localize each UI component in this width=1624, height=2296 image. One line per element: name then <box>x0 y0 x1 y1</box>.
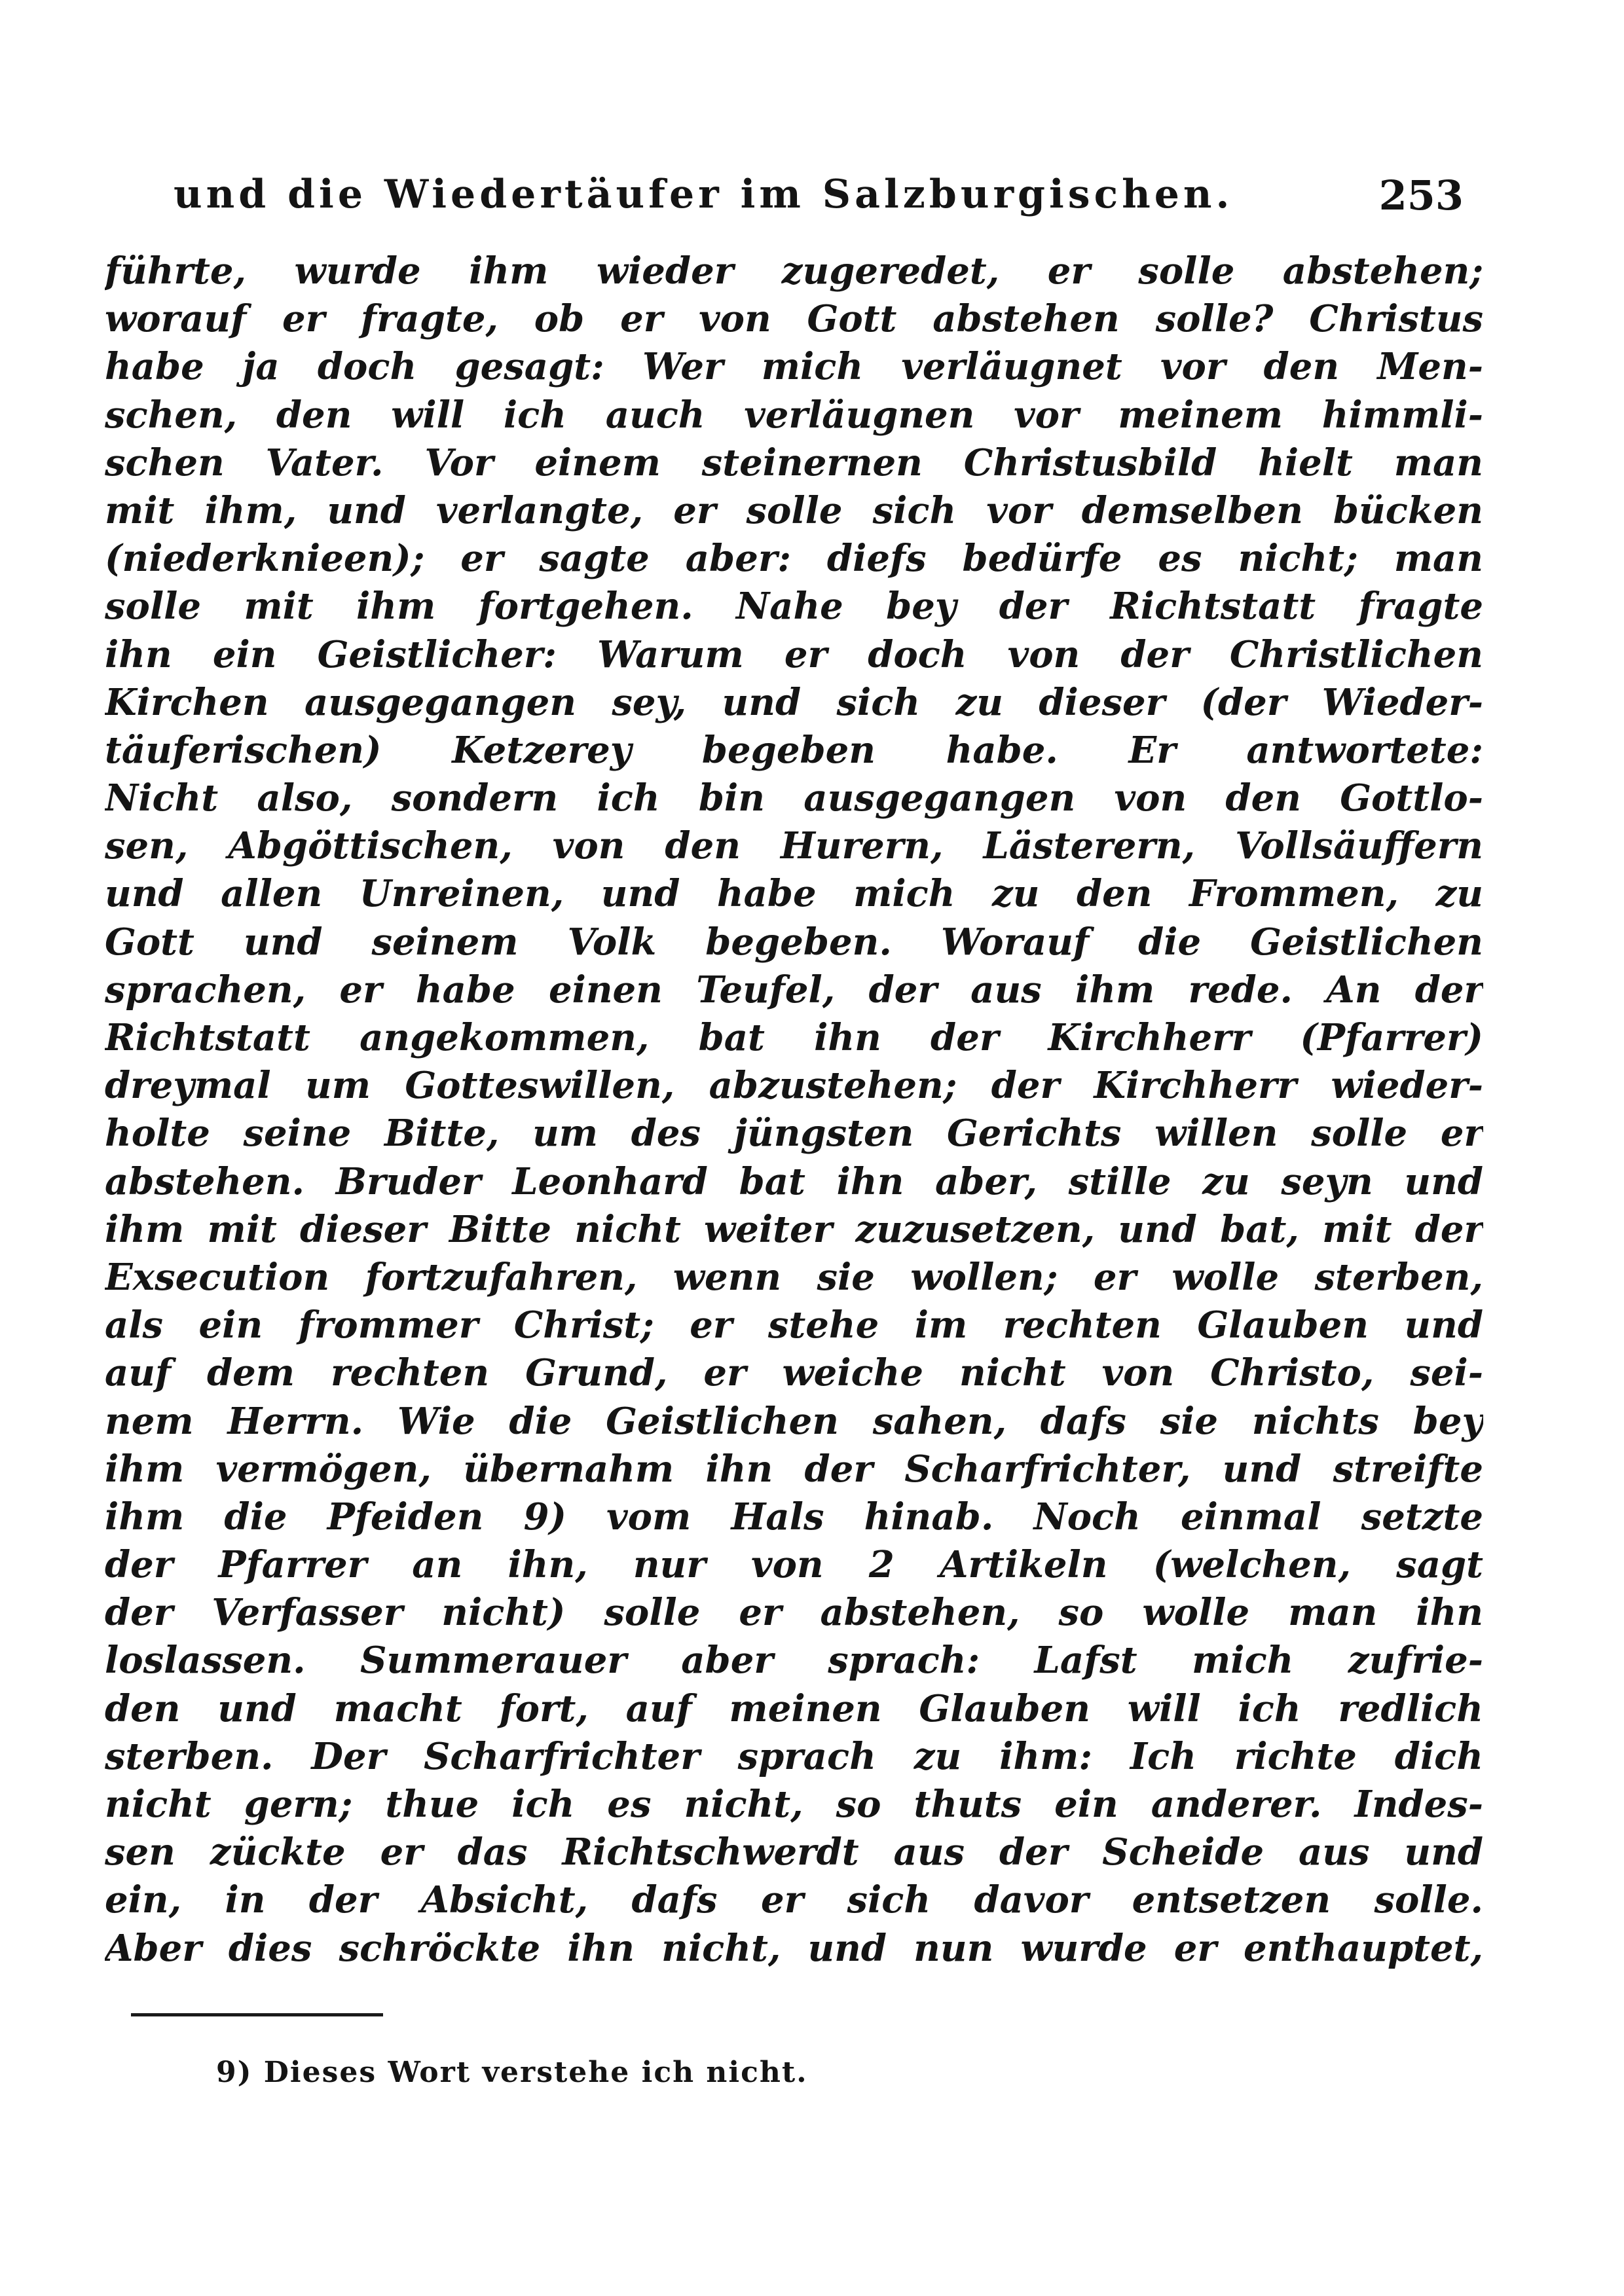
text-line: worauf er fragte, ob er von Gott abstehen solle? Christus <box>105 297 1483 341</box>
footnote: 9) Dieses Wort verstehe ich nicht. <box>216 2056 808 2089</box>
body-text <box>105 247 1483 1973</box>
text-line: Richtstatt angekommen, bat ihn der Kirchherr (Pfarrer) <box>105 1016 1483 1059</box>
text-line: mit ihm, und verlangte, er solle sich vor demselben bücken <box>105 488 1483 532</box>
text-line: habe ja doch gesagt: Wer mich verläugnet vor den Men- <box>105 345 1483 389</box>
text-line: sen zückte er das Richtschwerdt aus der Scheide aus und <box>105 1831 1483 1874</box>
text-line: Kirchen ausgegangen sey, und sich zu dieser (der Wieder- <box>105 680 1483 724</box>
text-line: schen, den will ich auch verläugnen vor meinem himmli- <box>105 393 1483 437</box>
text-line: der Verfasser nicht) solle er abstehen, so wolle man ihn <box>105 1591 1483 1635</box>
text-line: abstehen. Bruder Leonhard bat ihn aber, stille zu seyn und <box>105 1159 1483 1203</box>
text-line: und allen Unreinen, und habe mich zu den Frommen, zu <box>105 872 1483 916</box>
text-line: ihn ein Geistlicher: Warum er doch von der Christlichen <box>105 632 1483 676</box>
text-line: Gott und seinem Volk begeben. Worauf die Geistlichen <box>105 920 1483 964</box>
page-header <box>174 172 1464 224</box>
footnote-rule <box>131 2013 383 2016</box>
text-line: Nicht also, sondern ich bin ausgegangen von den Gottlo- <box>105 776 1483 820</box>
text-line: solle mit ihm fortgehen. Nahe bey der Richtstatt fragte <box>105 585 1483 629</box>
text-line: täuferischen) Ketzerey begeben habe. Er antwortete: <box>105 728 1483 772</box>
text-line: ihm die Pfeiden 9) vom Hals hinab. Noch einmal setzte <box>105 1495 1483 1539</box>
text-line: den und macht fort, auf meinen Glauben will ich redlich <box>105 1686 1483 1730</box>
running-title: und die Wiedertäufer im Salzburgischen. <box>174 172 1234 217</box>
text-line: ihm vermögen, übernahm ihn der Scharfrichter, und streifte <box>105 1447 1483 1491</box>
text-line: (niederknieen); er sagte aber: diefs bedürfe es nicht; man <box>105 537 1483 581</box>
text-line: nem Herrn. Wie die Geistlichen sahen, dafs sie nichts bey <box>105 1399 1483 1443</box>
text-line: dreymal um Gotteswillen, abzustehen; der Kirchherr wieder- <box>105 1064 1483 1108</box>
text-line: sterben. Der Scharfrichter sprach zu ihm: Ich richte dich <box>105 1734 1483 1778</box>
text-line: als ein frommer Christ; er stehe im rechten Glauben und <box>105 1303 1483 1347</box>
text-line: Aber dies schröckte ihn nicht, und nun wurde er enthauptet, <box>105 1926 1483 1970</box>
text-line: loslassen. Summerauer aber sprach: Lafst mich zufrie- <box>105 1639 1483 1683</box>
text-line: nicht gern; thue ich es nicht, so thuts ein anderer. Indes- <box>105 1783 1483 1826</box>
text-line: schen Vater. Vor einem steinernen Christusbild hielt man <box>105 441 1483 484</box>
text-line: holte seine Bitte, um des jüngsten Gerichts willen solle er <box>105 1112 1483 1156</box>
text-line: ein, in der Absicht, dafs er sich davor entsetzen solle. <box>105 1878 1483 1922</box>
text-line: sen, Abgöttischen, von den Hurern, Lästerern, Vollsäuffern <box>105 824 1483 868</box>
text-line: der Pfarrer an ihn, nur von 2 Artikeln (welchen, sagt <box>105 1543 1483 1587</box>
text-line: sprachen, er habe einen Teufel, der aus ihm rede. An der <box>105 968 1483 1011</box>
text-line: Exsecution fortzufahren, wenn sie wollen; er wolle sterben, <box>105 1255 1483 1299</box>
text-line: ihm mit dieser Bitte nicht weiter zuzusetzen, und bat, mit der <box>105 1207 1483 1251</box>
page-number: 253 <box>1378 172 1464 219</box>
text-line: auf dem rechten Grund, er weiche nicht von Christo, sei- <box>105 1351 1483 1395</box>
text-line: führte, wurde ihm wieder zugeredet, er solle abstehen; <box>105 249 1483 293</box>
